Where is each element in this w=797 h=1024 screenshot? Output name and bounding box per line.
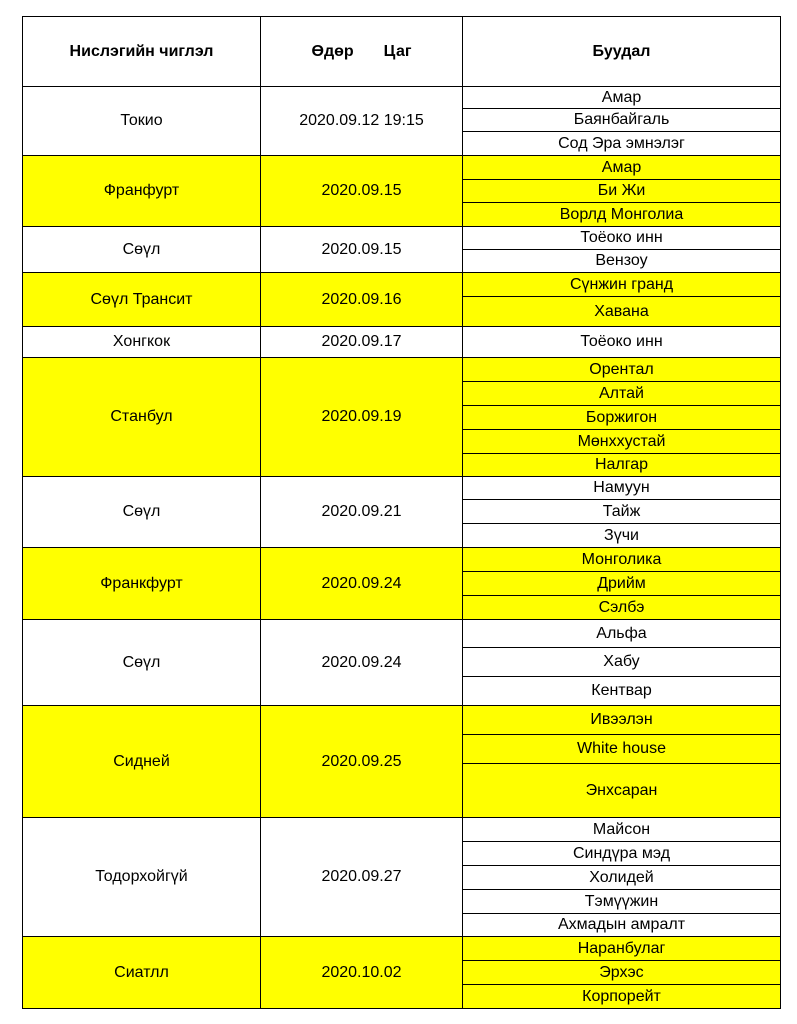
table-row <box>23 327 781 358</box>
destination-cell: Сөүл Трансит <box>23 273 261 327</box>
hotel-cell: Вензоу <box>463 250 781 273</box>
date-cell: 2020.10.02 <box>261 937 463 1009</box>
hotel-cell: Холидей <box>463 866 781 890</box>
hotel-cell: White house <box>463 735 781 764</box>
flight-rows <box>23 87 781 1009</box>
hotel-cell: Тайж <box>463 500 781 524</box>
hotel-cell: Орентал <box>463 358 781 382</box>
destination-cell: Франфурт <box>23 156 261 227</box>
table-row <box>23 358 781 382</box>
table-row <box>23 227 781 250</box>
date-cell: 2020.09.15 <box>261 227 463 273</box>
table-row <box>23 706 781 735</box>
header-direction: Нислэгийн чиглэл <box>23 17 261 87</box>
date-cell: 2020.09.24 <box>261 548 463 620</box>
date-cell: 2020.09.16 <box>261 273 463 327</box>
hotel-cell: Боржигон <box>463 406 781 430</box>
table-row <box>23 620 781 648</box>
hotel-cell: Дрийм <box>463 572 781 596</box>
hotel-cell: Амар <box>463 87 781 109</box>
hotel-cell: Тоёоко инн <box>463 327 781 358</box>
table-row <box>23 548 781 572</box>
hotel-cell: Наранбулаг <box>463 937 781 961</box>
hotel-cell: Ахмадын амралт <box>463 914 781 937</box>
header-row <box>23 17 781 87</box>
date-cell: 2020.09.24 <box>261 620 463 706</box>
destination-cell: Тодорхойгүй <box>23 818 261 937</box>
hotel-cell: Намуун <box>463 477 781 500</box>
date-cell: 2020.09.19 <box>261 358 463 477</box>
hotel-cell: Энхсаран <box>463 764 781 818</box>
destination-cell: Сиатлл <box>23 937 261 1009</box>
hotel-cell: Синдүра мэд <box>463 842 781 866</box>
header-day-time <box>261 17 463 87</box>
hotel-cell: Амар <box>463 156 781 180</box>
hotel-cell: Кентвар <box>463 677 781 706</box>
hotel-cell: Сэлбэ <box>463 596 781 620</box>
hotel-cell: Баянбайгаль <box>463 109 781 132</box>
hotel-cell: Эрхэс <box>463 961 781 985</box>
hotel-cell: Тэмүүжин <box>463 890 781 914</box>
hotel-cell: Альфа <box>463 620 781 648</box>
date-cell: 2020.09.21 <box>261 477 463 548</box>
date-cell: 2020.09.12 19:15 <box>261 87 463 156</box>
hotel-cell: Мөнххустай <box>463 430 781 454</box>
hotel-cell: Ивээлэн <box>463 706 781 735</box>
destination-cell: Сидней <box>23 706 261 818</box>
hotel-cell: Налгар <box>463 454 781 477</box>
table-row <box>23 87 781 109</box>
hotel-cell: Алтай <box>463 382 781 406</box>
table-row <box>23 937 781 961</box>
date-cell: 2020.09.25 <box>261 706 463 818</box>
destination-cell: Токио <box>23 87 261 156</box>
destination-cell: Хонгкок <box>23 327 261 358</box>
destination-cell: Франкфурт <box>23 548 261 620</box>
hotel-cell: Монголика <box>463 548 781 572</box>
hotel-cell: Зүчи <box>463 524 781 548</box>
date-cell: 2020.09.27 <box>261 818 463 937</box>
hotel-cell: Ворлд Монголиа <box>463 203 781 227</box>
destination-cell: Сөүл <box>23 620 261 706</box>
hotel-cell: Хавана <box>463 297 781 327</box>
header-quarantine: Буудал <box>463 17 781 87</box>
destination-cell: Сөүл <box>23 477 261 548</box>
destination-cell: Сөүл <box>23 227 261 273</box>
table-row <box>23 156 781 180</box>
date-cell: 2020.09.15 <box>261 156 463 227</box>
hotel-cell: Корпорейт <box>463 985 781 1009</box>
hotel-cell: Тоёоко инн <box>463 227 781 250</box>
hotel-cell: Сүнжин гранд <box>463 273 781 297</box>
destination-cell: Станбул <box>23 358 261 477</box>
table-row <box>23 818 781 842</box>
table-row <box>23 273 781 297</box>
table-row <box>23 477 781 500</box>
flight-schedule-table <box>22 16 781 1009</box>
flight-schedule-sheet <box>22 16 780 1009</box>
hotel-cell: Би Жи <box>463 180 781 203</box>
date-cell: 2020.09.17 <box>261 327 463 358</box>
hotel-cell: Хабу <box>463 648 781 677</box>
hotel-cell: Сод Эра эмнэлэг <box>463 132 781 156</box>
header-day: Өдөр <box>311 42 354 60</box>
header-time: Цаг <box>383 42 412 60</box>
hotel-cell: Майсон <box>463 818 781 842</box>
